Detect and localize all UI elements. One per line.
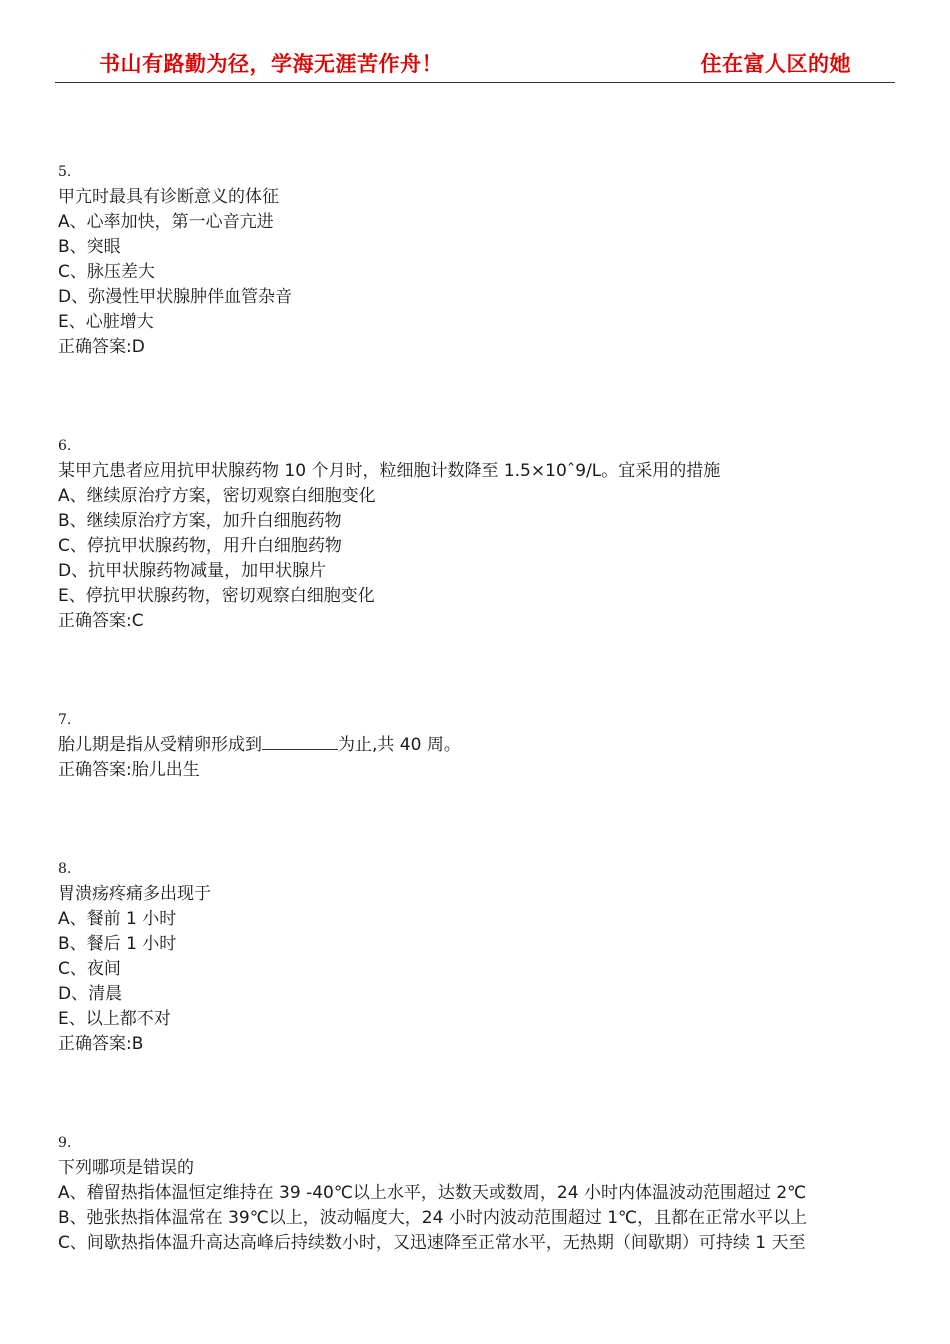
option-c: C、夜间 — [58, 959, 121, 979]
question-stem: 某甲亢患者应用抗甲状腺药物 10 个月时，粒细胞计数降至 1.5×10ˆ9/L。宜采用的措施 — [58, 461, 721, 481]
question-7 — [58, 708, 898, 783]
option-d: D、清晨 — [58, 984, 123, 1004]
option-a: A、心率加快，第一心音亢进 — [58, 212, 274, 232]
question-number: 8. — [58, 861, 72, 877]
option-b: B、弛张热指体温常在 39℃以上，波动幅度大，24 小时内波动范围超过 1℃，且都在正常水平以上 — [58, 1208, 808, 1228]
option-e: E、以上都不对 — [58, 1009, 171, 1029]
answer: 正确答案:B — [58, 1034, 144, 1054]
question-stem: 下列哪项是错误的 — [58, 1158, 194, 1178]
answer: 正确答案:胎儿出生 — [58, 760, 200, 780]
question-9 — [58, 1131, 898, 1256]
option-e: E、心脏增大 — [58, 312, 154, 332]
option-b: B、继续原治疗方案，加升白细胞药物 — [58, 511, 342, 531]
answer: 正确答案:C — [58, 611, 144, 631]
question-stem — [58, 733, 898, 758]
option-b: B、餐后 1 小时 — [58, 934, 177, 954]
question-stem: 甲亢时最具有诊断意义的体征 — [58, 187, 279, 207]
option-c: C、间歇热指体温升高达高峰后持续数小时，又迅速降至正常水平，无热期（间歇期）可持续 1 天至 — [58, 1233, 806, 1253]
option-e: E、停抗甲状腺药物，密切观察白细胞变化 — [58, 586, 375, 606]
option-a: A、继续原治疗方案，密切观察白细胞变化 — [58, 486, 376, 506]
option-b: B、突眼 — [58, 237, 121, 257]
fill-blank — [262, 733, 338, 750]
option-c: C、脉压差大 — [58, 262, 155, 282]
header-author: 住在富人区的她 — [700, 52, 851, 76]
answer: 正确答案:D — [58, 337, 145, 357]
question-6 — [58, 434, 898, 634]
question-number: 5. — [58, 164, 72, 180]
option-c: C、停抗甲状腺药物，用升白细胞药物 — [58, 536, 342, 556]
option-d: D、弥漫性甲状腺肿伴血管杂音 — [58, 287, 293, 307]
question-number: 9. — [58, 1135, 72, 1151]
question-8 — [58, 857, 898, 1057]
question-number: 6. — [58, 438, 72, 454]
page-header — [55, 48, 895, 83]
stem-before-blank: 胎儿期是指从受精卵形成到 — [58, 735, 262, 755]
question-number: 7. — [58, 712, 72, 728]
question-5 — [58, 160, 898, 360]
header-motto: 书山有路勤为径，学海无涯苦作舟！ — [99, 52, 443, 76]
option-a: A、餐前 1 小时 — [58, 909, 177, 929]
question-stem: 胃溃疡疼痛多出现于 — [58, 884, 211, 904]
stem-after-blank: 为止,共 40 周。 — [338, 735, 461, 755]
option-d: D、抗甲状腺药物减量，加甲状腺片 — [58, 561, 327, 581]
option-a: A、稽留热指体温恒定维持在 39 -40℃以上水平，达数天或数周，24 小时内体温波动范围超过 2℃ — [58, 1183, 807, 1203]
